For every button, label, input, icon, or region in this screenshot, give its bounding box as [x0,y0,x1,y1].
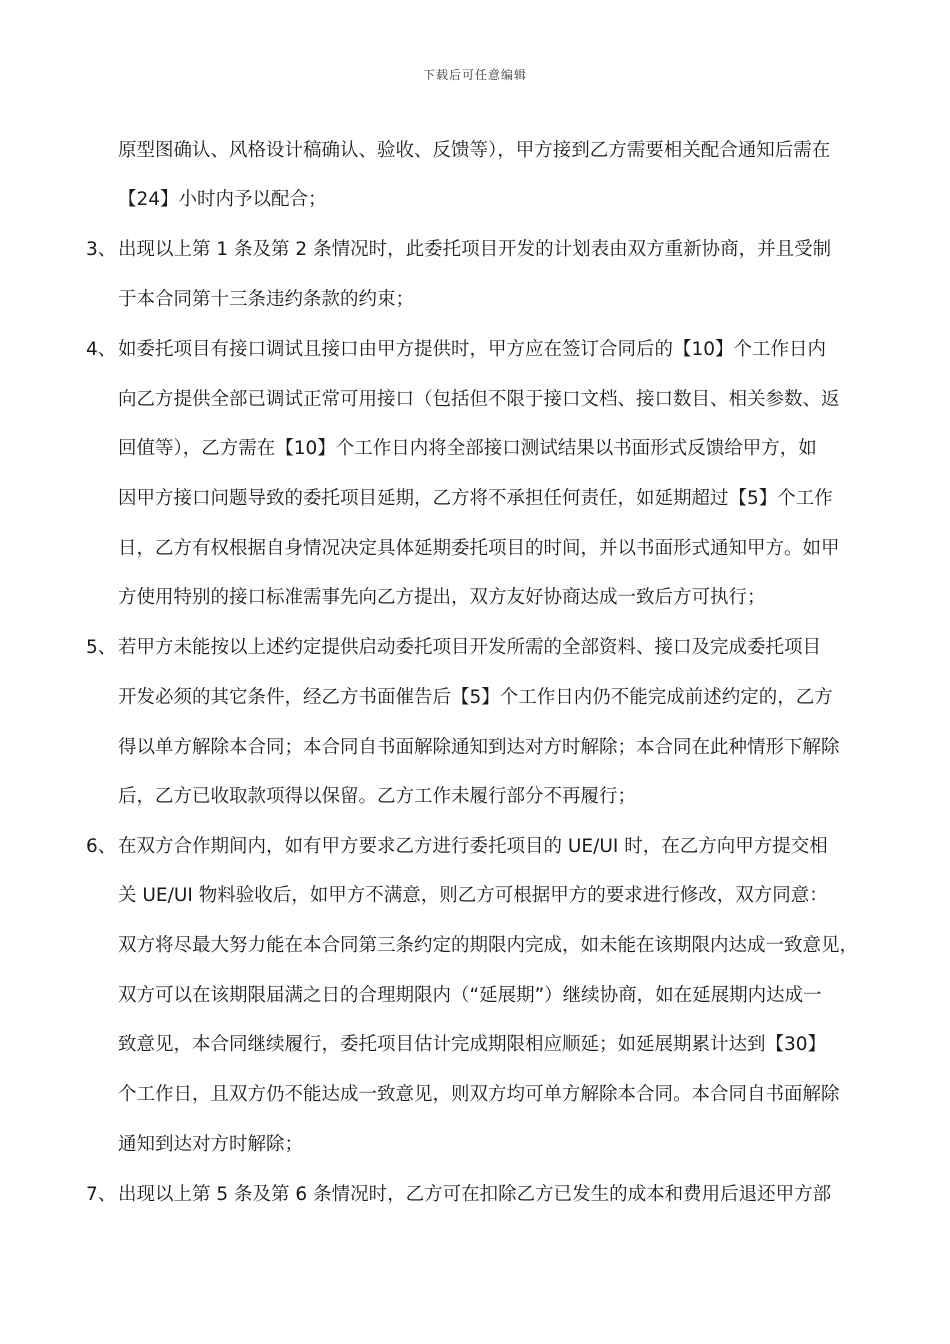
text-line: 关 UE/UI 物料验收后，如甲方不满意，则乙方可根据甲方的要求进行修改，双方同意： [118,885,828,906]
text-line: 开发必须的其它条件，经乙方书面催告后【5】个工作日内仍不能完成前述约定的，乙方 [118,687,833,708]
text-line: 因甲方接口问题导致的委托项目延期，乙方将不承担任何责任，如延期超过【5】个工作 [118,488,833,509]
text-line: 得以单方解除本合同；本合同自书面解除通知到达对方时解除；本合同在此种情形下解除 [118,737,840,758]
text-line: 通知到达对方时解除； [118,1134,304,1155]
text-line: 于本合同第十三条违约条款的约束； [118,289,415,310]
text-line: 双方可以在该期限届满之日的合理期限内（“延展期”）继续协商，如在延展期内达成一 [118,985,822,1006]
text-line: 向乙方提供全部已调试正常可用接口（包括但不限于接口文档、接口数目、相关参数、返 [118,389,840,410]
text-line: 出现以上第 5 条及第 6 条情况时，乙方可在扣除乙方已发生的成本和费用后退还甲方部 [118,1184,832,1205]
text-line: 如委托项目有接口调试且接口由甲方提供时，甲方应在签订合同后的【10】个工作日内 [118,339,827,360]
text-line: 双方将尽最大努力能在本合同第三条约定的期限内完成，如未能在该期限内达成一致意见， [118,935,859,956]
text-line: 出现以上第 1 条及第 2 条情况时，此委托项目开发的计划表由双方重新协商，并且受制 [118,239,832,260]
text-line: 致意见，本合同继续履行，委托项目估计完成期限相应顺延；如延展期累计达到【30】 [118,1034,827,1055]
item-number: 6、 [86,836,117,857]
text-line: 若甲方未能按以上述约定提供启动委托项目开发所需的全部资料、接口及完成委托项目 [118,637,822,658]
item-number: 3、 [86,239,117,260]
item-number: 7、 [86,1184,117,1205]
text-line: 日，乙方有权根据自身情况决定具体延期委托项目的时间，并以书面形式通知甲方。如甲 [118,538,840,559]
text-line: 【24】小时内予以配合； [118,189,327,210]
text-line: 原型图确认、风格设计稿确认、验收、反馈等），甲方接到乙方需要相关配合通知后需在 [118,140,831,161]
text-line: 后，乙方已收取款项得以保留。乙方工作未履行部分不再履行； [118,786,637,807]
item-number: 4、 [86,339,117,360]
text-line: 方使用特别的接口标准需事先向乙方提出，双方友好协商达成一致后方可执行； [118,587,766,608]
text-line: 在双方合作期间内，如有甲方要求乙方进行委托项目的 UE/UI 时，在乙方向甲方提交相 [118,836,828,857]
header-note: 下载后可任意编辑 [422,68,527,82]
text-line: 个工作日，且双方仍不能达成一致意见，则双方均可单方解除本合同。本合同自书面解除 [118,1084,840,1105]
item-number: 5、 [86,637,117,658]
text-line: 回值等），乙方需在【10】个工作日内将全部接口测试结果以书面形式反馈给甲方，如 [118,438,817,459]
